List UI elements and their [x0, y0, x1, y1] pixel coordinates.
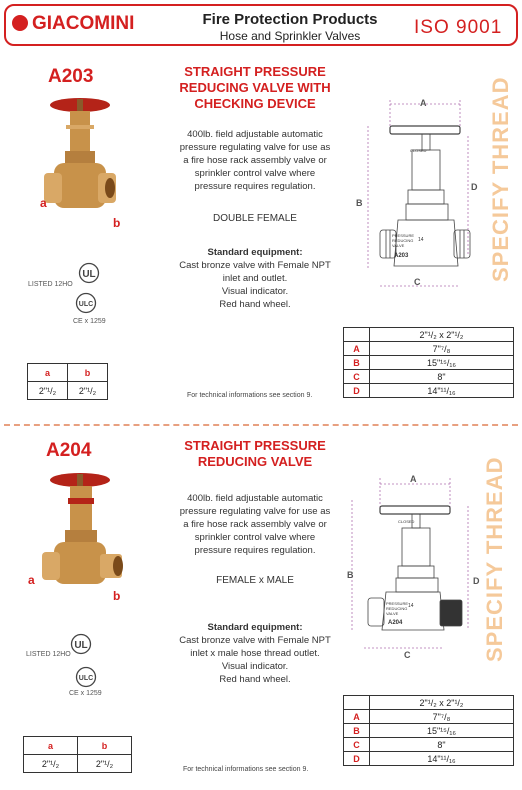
port-label-b: b	[113, 589, 121, 603]
port-a-header: a	[24, 737, 78, 755]
dim-table-corner	[344, 696, 370, 710]
desc-line: a fire hose rack assembly valve or	[183, 519, 327, 530]
dim-value: 8"	[370, 370, 514, 384]
dim-value: 8"	[370, 738, 514, 752]
dimension-table	[343, 695, 514, 766]
drawing-text: PRESSURE	[386, 601, 409, 606]
port-b-header: b	[78, 737, 132, 755]
dim-value: 15"¹⁵/₁₆	[370, 356, 514, 370]
technical-drawing-a204	[342, 470, 482, 666]
dim-label-a: A	[410, 474, 417, 484]
drawing-text: PRESSURE	[392, 233, 415, 238]
drawing-text: REDUCING	[386, 606, 408, 611]
dim-table-size: 2"¹/₂ x 2"¹/₂	[370, 696, 514, 710]
product-description	[160, 492, 350, 557]
dim-key: C	[344, 370, 370, 384]
dimension-table	[343, 327, 514, 398]
dim-label-b: B	[347, 570, 354, 580]
drawing-text: CLOSED	[410, 148, 427, 153]
desc-line: 400lb. field adjustable automatic	[187, 129, 323, 140]
drawing-text: 14	[418, 237, 424, 243]
equipment-line: inlet and outlet.	[222, 273, 288, 284]
port-b-header: b	[68, 364, 108, 382]
dim-key: A	[344, 710, 370, 724]
product-description	[160, 128, 350, 193]
port-a-header: a	[28, 364, 68, 382]
dim-value: 14"¹¹/₁₆	[370, 384, 514, 398]
port-a-size: 2"¹/₂	[24, 755, 78, 773]
drawing-model: A203	[394, 253, 409, 259]
desc-line: pressure requires regulation.	[194, 545, 316, 556]
dim-label-d: D	[473, 576, 480, 586]
ul-listed-icon	[78, 262, 100, 284]
svg-text:ULC: ULC	[78, 675, 94, 682]
equipment-title: Standard equipment:	[207, 247, 303, 258]
equipment-list	[160, 634, 350, 686]
title-line: REDUCING VALVE WITH	[179, 80, 331, 95]
port-label-b: b	[113, 216, 121, 230]
desc-line: pressure regulating valve for use as	[179, 142, 331, 153]
valve-photo-a204	[30, 470, 130, 600]
svg-text:UL: UL	[82, 269, 96, 280]
dim-key: A	[344, 342, 370, 356]
port-a-size: 2"¹/₂	[28, 382, 68, 400]
desc-line: sprinkler control valve where	[194, 532, 316, 543]
listed-label: LISTED 12HO	[26, 651, 71, 658]
equipment-title: Standard equipment:	[207, 622, 303, 633]
technical-note: For technical informations see section 9.	[183, 766, 309, 773]
connection-type: FEMALE x MALE	[216, 575, 294, 586]
port-b-size: 2"¹/₂	[68, 382, 108, 400]
drawing-text: VALVE	[386, 611, 399, 616]
svg-text:UL: UL	[74, 640, 88, 651]
equipment-line: inlet x male hose thread outlet.	[190, 648, 320, 659]
title-line: STRAIGHT PRESSURE	[184, 64, 326, 79]
dim-key: B	[344, 724, 370, 738]
dim-value: 15"¹⁵/₁₆	[370, 724, 514, 738]
dim-table-size: 2"¹/₂ x 2"¹/₂	[370, 328, 514, 342]
header-subtitle: Hose and Sprinkler Valves	[219, 29, 361, 43]
title-line: CHECKING DEVICE	[194, 96, 316, 111]
desc-line: pressure regulating valve for use as	[179, 506, 331, 517]
title-line: STRAIGHT PRESSURE	[184, 438, 326, 453]
dim-key: D	[344, 384, 370, 398]
svg-text:ULC: ULC	[78, 301, 94, 308]
drawing-text: VALVE	[392, 243, 405, 248]
equipment-list	[160, 259, 350, 311]
connection-type: DOUBLE FEMALE	[213, 213, 297, 224]
dim-label-d: D	[471, 182, 478, 192]
equipment-line: Visual indicator.	[221, 286, 289, 297]
drawing-text: REDUCING	[392, 238, 414, 243]
logo-text: GIACOMINI	[32, 13, 135, 34]
dim-label-c: C	[414, 277, 421, 287]
dim-table-corner	[344, 328, 370, 342]
desc-line: 400lb. field adjustable automatic	[187, 493, 323, 504]
desc-line: a fire hose rack assembly valve or	[183, 155, 327, 166]
header-title: Fire Protection Products	[202, 11, 378, 28]
dim-value: 7"⁷/₈	[370, 342, 514, 356]
ce-label: CE x 1259	[73, 318, 106, 325]
listed-label: LISTED 12HO	[28, 281, 73, 288]
dim-value: 7"⁷/₈	[370, 710, 514, 724]
equipment-line: Red hand wheel.	[219, 299, 291, 310]
equipment-line: Cast bronze valve with Female NPT	[179, 260, 331, 271]
dim-label-c: C	[404, 650, 411, 660]
port-b-size: 2"¹/₂	[78, 755, 132, 773]
section-divider	[4, 424, 518, 426]
drawing-text: 14	[408, 603, 414, 609]
giacomini-logo-icon	[12, 15, 28, 31]
dim-key: D	[344, 752, 370, 766]
technical-note: For technical informations see section 9.	[187, 392, 313, 399]
ul-listed-icon	[70, 633, 92, 655]
desc-line: sprinkler control valve where	[194, 168, 316, 179]
title-line: REDUCING VALVE	[197, 454, 313, 469]
dim-key: B	[344, 356, 370, 370]
product-title	[160, 438, 350, 470]
dim-label-a: A	[420, 98, 427, 108]
dim-value: 14"¹¹/₁₆	[370, 752, 514, 766]
drawing-model: A204	[388, 620, 403, 626]
port-size-table	[23, 736, 132, 773]
desc-line: pressure requires regulation.	[194, 181, 316, 192]
drawing-text-block	[392, 233, 414, 248]
product-title	[160, 64, 350, 112]
specify-thread-label: SPECIFY THREAD	[482, 456, 507, 662]
drawing-text: CLOSED	[398, 519, 415, 524]
ce-label: CE x 1259	[69, 690, 102, 697]
iso-label: ISO 9001	[414, 17, 503, 38]
equipment-line: Red hand wheel.	[219, 674, 291, 685]
specify-thread-label: SPECIFY THREAD	[488, 76, 513, 282]
ulc-icon	[75, 666, 97, 688]
equipment-line: Visual indicator.	[221, 661, 289, 672]
ulc-icon	[75, 292, 97, 314]
port-label-a: a	[40, 196, 47, 210]
technical-drawing-a203	[350, 96, 480, 292]
equipment-line: Cast bronze valve with Female NPT	[179, 635, 331, 646]
dim-label-b: B	[356, 198, 363, 208]
model-name: A204	[46, 440, 92, 461]
model-name: A203	[48, 66, 94, 87]
dim-key: C	[344, 738, 370, 752]
port-label-a: a	[28, 573, 35, 587]
port-size-table	[27, 363, 108, 400]
drawing-text-block	[386, 601, 408, 616]
